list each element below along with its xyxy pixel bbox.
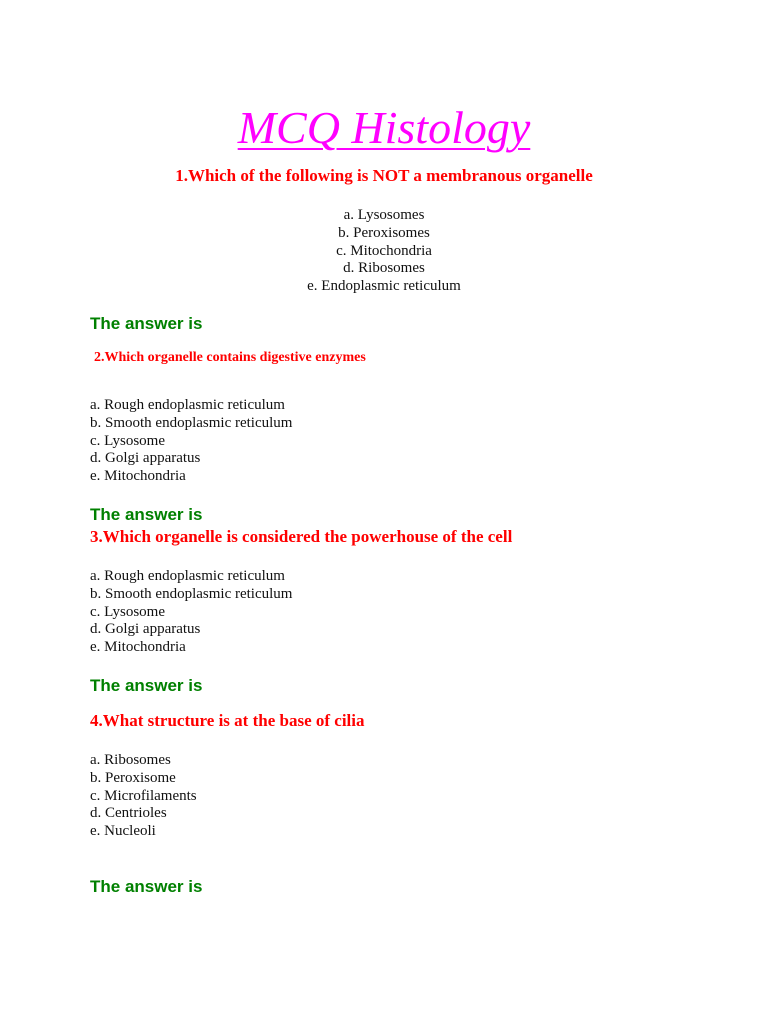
options-2 [90,397,292,486]
option-1e: e. Endoplasmic reticulum [307,278,461,295]
option-4d: d. Centrioles [90,805,167,822]
answer-label-2: The answer is [90,505,203,524]
option-1b: b. Peroxisomes [338,224,430,241]
answer-label-4: The answer is [90,877,203,896]
option-2d: d. Golgi apparatus [90,450,201,467]
options-1 [0,207,768,296]
page-title: MCQ Histology [237,102,531,153]
option-4a: a. Ribosomes [90,752,171,768]
option-3c: c. Lysosome [90,603,165,620]
question-3: 3.Which organelle is considered the powerhouse of the cell [90,527,513,546]
answer-label-1: The answer is [90,314,203,333]
option-4e: e. Nucleoli [90,823,156,840]
option-3a: a. Rough endoplasmic reticulum [90,568,285,584]
option-1a: a. Lysosomes [343,207,425,223]
option-3b: b. Smooth endoplasmic reticulum [90,585,293,602]
option-1c: c. Mitochondria [336,242,432,259]
option-3d: d. Golgi apparatus [90,621,201,638]
question-4: 4.What structure is at the base of cilia [90,711,365,730]
question-2: 2.Which organelle contains digestive enzymes [94,350,366,365]
option-3e: e. Mitochondria [90,639,186,656]
option-2c: c. Lysosome [90,432,165,449]
option-2e: e. Mitochondria [90,468,186,485]
question-1: 1.Which of the following is NOT a membranous organelle [175,166,593,185]
option-1d: d. Ribosomes [343,260,425,277]
options-3 [90,568,292,657]
option-4b: b. Peroxisome [90,769,176,786]
options-4 [90,752,197,841]
answer-label-3: The answer is [90,676,203,695]
option-4c: c. Microfilaments [90,787,197,804]
option-2b: b. Smooth endoplasmic reticulum [90,414,293,431]
option-2a: a. Rough endoplasmic reticulum [90,397,285,413]
